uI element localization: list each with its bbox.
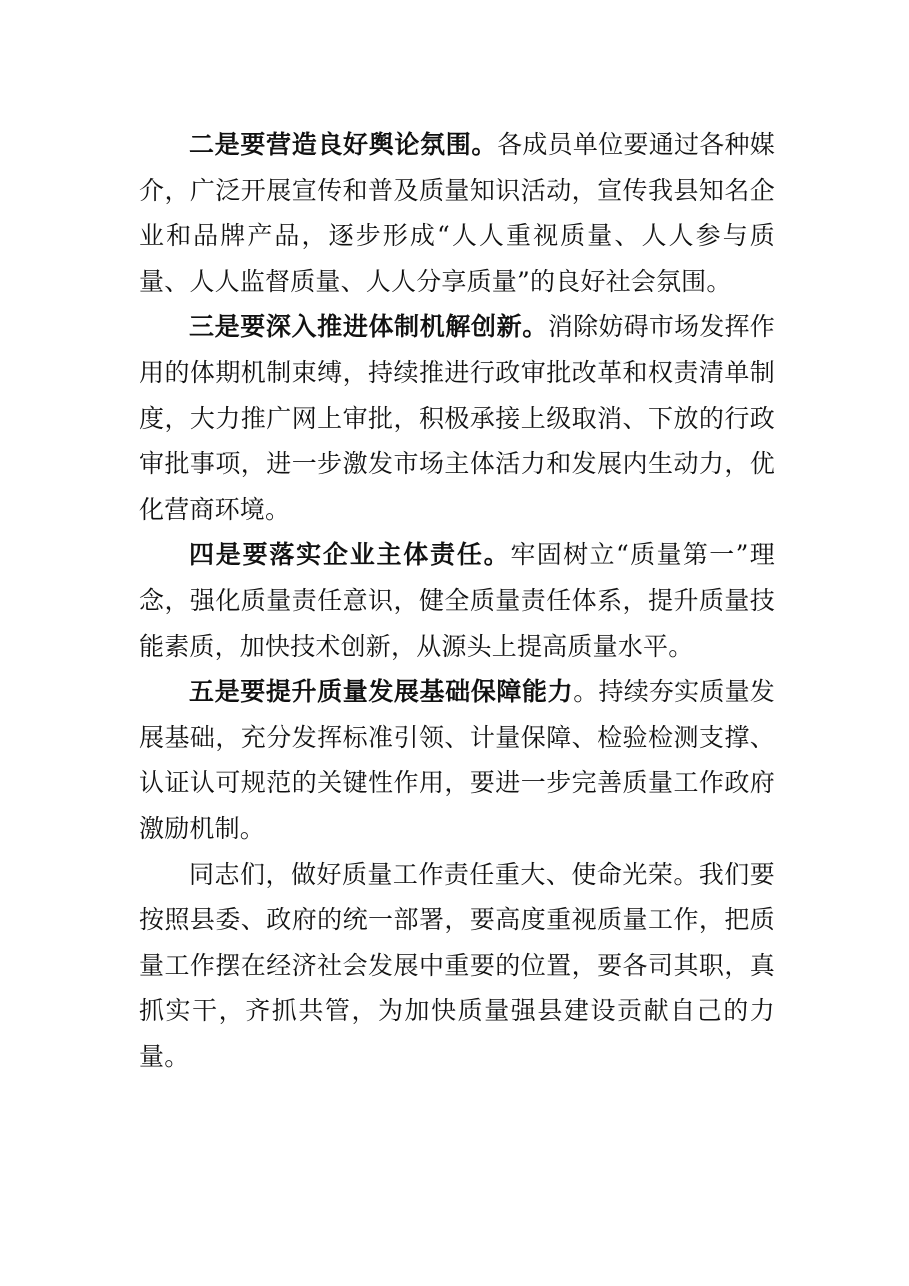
paragraph-heading: 四是要落实企业主体责任。	[189, 540, 511, 570]
paragraph-heading: 三是要深入推进体制机解创新。	[189, 312, 548, 342]
paragraph-text: 同志们，做好质量工作责任重大、使命光荣。我们要按照县委、政府的统一部署，要高度重视质量工作，把质量工作摆在经济社会发展中重要的位置，要各司其职，真抓实干，齐抓共管，为加快质量强县建设贡献自己的力量。	[139, 859, 775, 1071]
paragraph-heading: 二是要营造良好舆论氛围。	[189, 130, 498, 159]
paragraph-quality-foundation	[139, 669, 775, 851]
paragraph-text: 牢固树立“质量第一”理念，强化质量责任意识，健全质量责任体系，提升质量技能素质，加快技术创新，从源头上提高质量水平。	[139, 540, 776, 661]
paragraph-text: 。持续夯实质量发展基础，充分发挥标准引领、计量保障、检验检测支撑、认证认可规范的关键性作用，要进一步完善质量工作政府激励机制。	[139, 677, 775, 843]
paragraph-public-opinion	[139, 122, 775, 304]
paragraph-institutional-reform	[139, 304, 775, 532]
paragraph-heading: 五是要提升质量发展基础保障能力	[189, 677, 574, 707]
document-body	[139, 122, 775, 1079]
paragraph-enterprise-responsibility	[139, 532, 775, 669]
paragraph-text: 消除妨碍市场发挥作用的体期机制束缚，持续推进行政审批改革和权责清单制度，大力推广网上审批，积极承接上级取消、下放的行政审批事项，进一步激发市场主体活力和发展内生动力，优化营商环境。	[139, 312, 775, 524]
paragraph-text: 各成员单位要通过各种媒介，广泛开展宣传和普及质量知识活动，宣传我县知名企业和品牌产品，逐步形成“人人重视质量、人人参与质量、人人监督质量、人人分享质量”的良好社会氛围。	[139, 130, 776, 296]
paragraph-closing	[139, 852, 775, 1080]
